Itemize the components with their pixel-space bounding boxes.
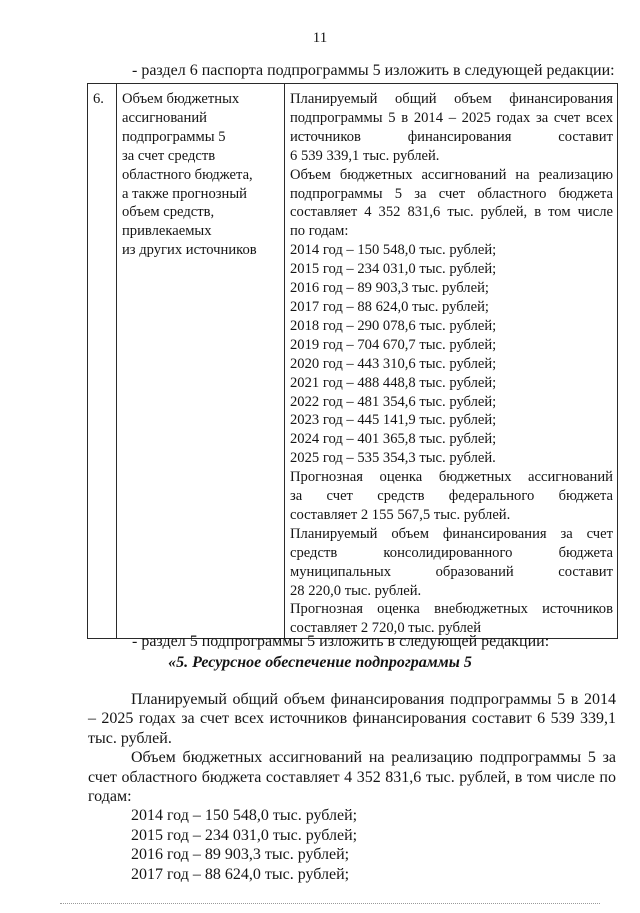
year-line: 2020 год – 443 310,6 тыс. рублей; (290, 355, 497, 372)
section5-year-line: 2016 год – 89 903,3 тыс. рублей; (131, 846, 350, 864)
name-line: привлекаемых (122, 223, 212, 240)
name-line: Объем бюджетных (122, 91, 240, 107)
extrabudget-line: Прогнозная оценка внебюджетных источников (290, 601, 613, 618)
federal-line: Прогнозная оценка бюджетных ассигнований (290, 469, 613, 486)
year-line: 2025 год – 535 354,3 тыс. рублей. (290, 450, 496, 467)
section5-paragraph: Объем бюджетных ассигнований на реализацию подпрограммы 5 за счет областного бюджета составляет 4 352 831,6 тыс. рублей, в том числе по годам: (88, 749, 616, 806)
name-line: ассигнований (122, 109, 207, 126)
year-line: 2024 год – 401 365,8 тыс. рублей; (290, 431, 497, 448)
municipal-line: муниципальных образований составит (290, 563, 613, 580)
total-line: источников финансирования составит (290, 128, 613, 145)
year-line: 2021 год – 488 448,8 тыс. рублей; (290, 374, 497, 391)
year-line: 2017 год – 88 624,0 тыс. рублей; (290, 298, 489, 315)
year-line: 2016 год – 89 903,3 тыс. рублей; (290, 280, 489, 297)
section6-intro-line: - раздел 6 паспорта подпрограммы 5 изложить в следующей редакции: (132, 62, 615, 79)
year-line: 2019 год – 704 670,7 тыс. рублей; (290, 336, 497, 353)
section5-body (88, 690, 616, 884)
federal-line: за счет средств федерального бюджета (290, 488, 613, 505)
year-line: 2022 год – 481 354,6 тыс. рублей; (290, 393, 497, 410)
passport-table (87, 83, 618, 639)
municipal-line: Планируемый объем финансирования за счет (290, 525, 613, 542)
name-line: областного бюджета, (122, 166, 253, 183)
regional-line: подпрограммы 5 за счет областного бюджета (290, 185, 613, 202)
extrabudget-line: составляет 2 720,0 тыс. рублей (290, 620, 482, 637)
row-name-cell (117, 84, 285, 639)
page-number: 11 (312, 30, 328, 46)
regional-line: Объем бюджетных ассигнований на реализацию (290, 166, 613, 183)
municipal-line: средств консолидированного бюджета (290, 544, 613, 561)
section5-year-line: 2017 год – 88 624,0 тыс. рублей; (131, 865, 350, 883)
federal-line: составляет 2 155 567,5 тыс. рублей. (290, 506, 511, 523)
bottom-divider (60, 903, 600, 904)
regional-line: составляет 4 352 831,6 тыс. рублей, в том числе (290, 204, 613, 221)
section5-paragraph: Планируемый общий объем финансирования подпрограммы 5 в 2014 – 2025 годах за счет всех источников финансирования составит 6 539 339,1 тыс. рублей. (88, 691, 616, 747)
regional-line: по годам: (290, 223, 349, 240)
section5-year-line: 2014 год – 150 548,0 тыс. рублей; (131, 807, 358, 825)
total-line: Планируемый общий объем финансирования (290, 91, 613, 107)
section5-title: «5. Ресурсное обеспечение подпрограммы 5 (168, 654, 472, 671)
year-line: 2018 год – 290 078,6 тыс. рублей; (290, 317, 497, 334)
name-line: подпрограммы 5 (122, 128, 226, 145)
total-line: 6 539 339,1 тыс. рублей. (290, 147, 440, 164)
table-row (88, 84, 618, 639)
year-line: 2014 год – 150 548,0 тыс. рублей; (290, 242, 497, 259)
total-line: подпрограммы 5 в 2014 – 2025 годах за счет всех (290, 109, 613, 126)
name-line: за счет средств (122, 147, 216, 164)
name-line: из других источников (122, 242, 257, 259)
row-number: 6. (93, 91, 104, 107)
section5-year-line: 2015 год – 234 031,0 тыс. рублей; (131, 826, 358, 844)
row-value-cell (285, 84, 618, 639)
year-line: 2023 год – 445 141,9 тыс. рублей; (290, 412, 497, 429)
year-line: 2015 год – 234 031,0 тыс. рублей; (290, 261, 497, 278)
row-number-cell (88, 84, 117, 639)
section5-intro-line: - раздел 5 подпрограммы 5 изложить в следующей редакции: (132, 633, 550, 650)
municipal-line: 28 220,0 тыс. рублей. (290, 582, 422, 599)
name-line: а также прогнозный (122, 185, 247, 202)
name-line: объем средств, (122, 204, 215, 221)
